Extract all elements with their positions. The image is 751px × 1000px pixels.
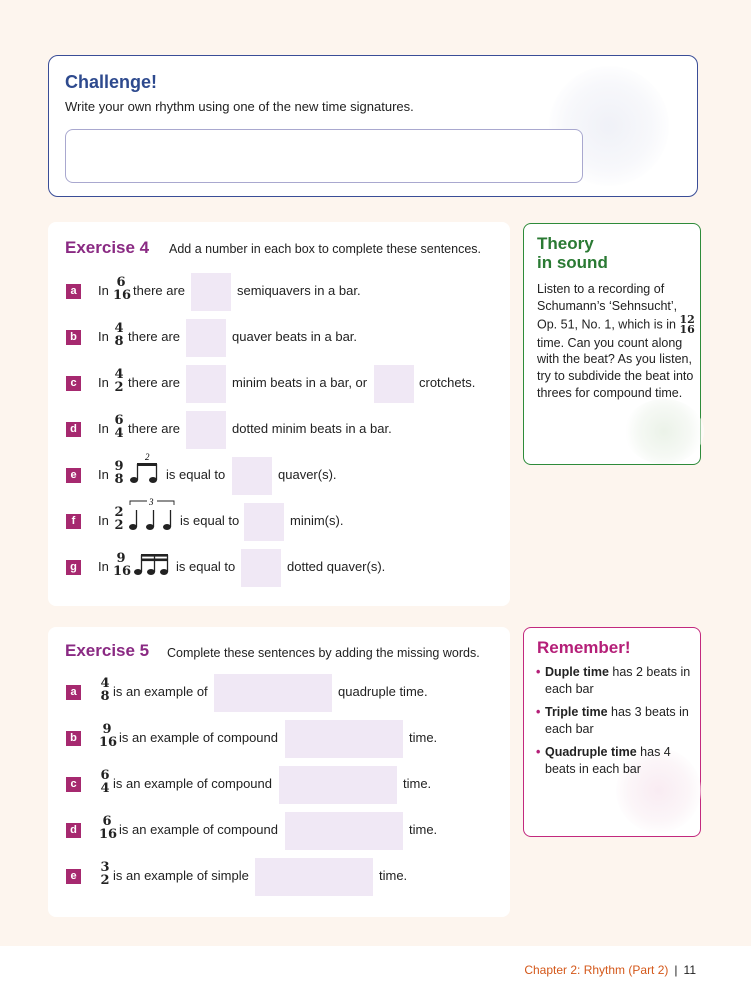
row-text: is an example of [113,684,208,699]
row-text: is equal to [166,467,226,482]
exercise-5-row-a [66,674,506,714]
duplet-quavers-icon [128,451,164,485]
row-text: quaver(s). [278,467,337,482]
time-signature: 2 2 [114,505,124,533]
row-text: In [98,559,109,574]
answer-box[interactable] [232,457,272,495]
row-text: quaver beats in a bar. [232,329,358,344]
row-letter: d [66,823,81,838]
row-text: In [98,283,109,298]
row-text: In [98,513,109,528]
exercise-5-row-e [66,858,506,898]
challenge-title: Challenge! [65,72,158,92]
time-signature: 4 8 [114,321,124,349]
svg-text:3: 3 [149,497,154,507]
row-text: semiquavers in a bar. [237,283,361,298]
row-letter: e [66,468,81,483]
exercise-5-row-b [66,720,506,760]
remember-box [523,627,701,837]
row-letter: e [66,869,81,884]
row-letter: g [66,560,81,575]
row-text: is an example of simple [113,868,249,883]
row-text: dotted quaver(s). [287,559,386,574]
page-footer [524,963,696,977]
row-letter: a [66,685,81,700]
footer-separator: | [674,963,678,977]
row-text: dotted minim beats in a bar. [232,421,392,436]
remember-list [536,664,694,784]
row-text: there are [128,421,181,436]
theory-in-sound-box [523,223,701,465]
time-signature: 9 16 [99,722,118,750]
answer-box[interactable] [374,365,414,403]
exercise-4-row-e [66,452,506,497]
theory-text: Listen to a recording of Schumann’s ‘Sehnsucht’, Op. 51, No. 1, which is in 12 16 time. Can you count along with the beat? As you listen, try to subdivide the beat into threes for compound time. [537,282,695,400]
time-signature: 3 2 [100,860,110,888]
exercise-5-title: Exercise 5 [65,641,150,660]
exercise-4-panel [48,222,510,606]
exercise-5-row-d [66,812,506,852]
row-text: time. [379,868,408,883]
row-text: minim(s). [290,513,344,528]
triplet-crotchets-icon [128,497,180,533]
answer-box[interactable] [186,365,226,403]
challenge-instruction: Write your own rhythm using one of the new time signatures. [65,99,414,114]
row-letter: b [66,731,81,746]
theory-title: Theory in sound [537,234,608,272]
exercise-4-row-c [66,365,506,405]
answer-box[interactable] [214,674,332,712]
time-signature: 12 16 [679,312,695,336]
row-letter: d [66,422,81,437]
exercise-5-instruction: Complete these sentences by adding the missing words. [167,646,480,660]
row-text: In [98,421,109,436]
svg-text:2: 2 [145,452,150,462]
row-text: is an example of compound [119,730,278,745]
row-letter: c [66,376,81,391]
exercise-4-instruction: Add a number in each box to complete these sentences. [169,242,481,256]
exercise-4-title: Exercise 4 [65,238,150,257]
row-letter: b [66,330,81,345]
time-signature: 6 16 [113,275,132,303]
row-text: time. [409,730,438,745]
remember-item-duple: • Duple time has 2 beats in each bar [536,664,694,698]
row-text: is an example of compound [113,776,272,791]
answer-box[interactable] [186,319,226,357]
exercise-4-row-f [66,497,506,543]
time-signature: 4 8 [100,676,110,704]
exercise-5-row-c [66,766,506,806]
answer-box[interactable] [279,766,397,804]
row-text: In [98,467,109,482]
exercise-4-row-d [66,411,506,451]
row-text: is equal to [180,513,240,528]
answer-box[interactable] [244,503,284,541]
row-text: minim beats in a bar, or [232,375,368,390]
row-text: time. [409,822,438,837]
time-signature: 4 2 [114,367,124,395]
remember-item-triple: • Triple time has 3 beats in each bar [536,704,694,738]
exercise-4-row-g [66,549,506,589]
answer-box[interactable] [255,858,373,896]
time-signature: 6 16 [99,814,118,842]
row-text: is equal to [176,559,236,574]
time-signature: 6 4 [100,768,110,796]
row-text: there are [133,283,186,298]
row-text: time. [403,776,432,791]
answer-box[interactable] [241,549,281,587]
challenge-answer-field[interactable] [65,129,583,183]
row-text: there are [128,329,181,344]
semiquaver-group-icon [133,551,173,577]
row-text: crotchets. [419,375,476,390]
row-letter: c [66,777,81,792]
row-text: there are [128,375,181,390]
exercise-4-row-b [66,319,506,359]
row-text: is an example of compound [119,822,278,837]
answer-box[interactable] [285,720,403,758]
row-text: quadruple time. [338,684,428,699]
answer-box[interactable] [285,812,403,850]
chapter-label: Chapter 2: Rhythm (Part 2) [524,963,669,977]
challenge-box [48,55,698,197]
page-number: 11 [683,963,696,977]
row-letter: f [66,514,81,529]
row-letter: a [66,284,81,299]
exercise-5-panel [48,627,510,917]
row-text: In [98,375,109,390]
exercise-4-row-a [66,273,506,313]
time-signature: 9 16 [113,551,132,579]
time-signature: 9 8 [114,459,124,487]
time-signature: 6 4 [114,413,124,441]
row-text: In [98,329,109,344]
answer-box[interactable] [186,411,226,449]
remember-title: Remember! [537,638,631,657]
remember-item-quadruple: • Quadruple time has 4 beats in each bar [536,744,694,778]
answer-box[interactable] [191,273,231,311]
decorative-fern [624,399,704,464]
